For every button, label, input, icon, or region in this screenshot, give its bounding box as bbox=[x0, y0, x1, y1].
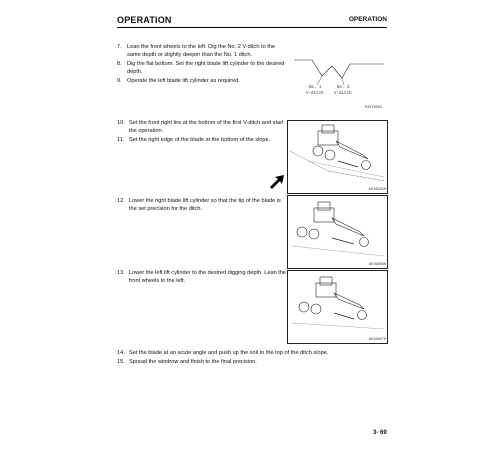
page-number: 3- 69 bbox=[373, 430, 387, 436]
step-line: Lower the left lift cylinder to the desired digging depth. Lean the bbox=[129, 270, 287, 276]
step-number: 9. bbox=[117, 78, 122, 84]
section-title: OPERATION bbox=[117, 15, 172, 25]
step-number: 13. bbox=[117, 270, 125, 276]
ditch-label-no1: No. 1 bbox=[309, 86, 322, 90]
arrow-icon bbox=[268, 173, 288, 189]
step-line: Dig the flat bottom. Set the right blade lift cylinder to the desired bbox=[127, 61, 285, 67]
step-line: the set precision for the ditch. bbox=[129, 206, 203, 212]
grader-illustration bbox=[288, 121, 387, 193]
step-number: 14. bbox=[117, 350, 125, 356]
step-number: 12. bbox=[117, 198, 125, 204]
step-line: Spread the windrow and finish to the final precision. bbox=[129, 359, 257, 365]
step-number: 10. bbox=[117, 120, 125, 126]
step-line: Operate the left blade lift cylinder as required. bbox=[127, 78, 240, 84]
step-line: Lower the right blade lift cylinder so that the tip of the blade is bbox=[129, 198, 281, 204]
figure-code: AE196070 bbox=[368, 338, 386, 342]
ditch-label-v2: V-ditch bbox=[334, 92, 352, 96]
ditch-profile-diagram bbox=[292, 48, 387, 112]
grader-illustration bbox=[288, 271, 387, 343]
leader-line-1 bbox=[317, 76, 322, 85]
figure-code: R45Y0562 bbox=[365, 106, 383, 110]
step-line: Set the right edge of the blade at the bottom of the slope. bbox=[129, 137, 271, 143]
leader-line-2 bbox=[342, 78, 344, 85]
step-line: depth. bbox=[127, 69, 143, 75]
step-number: 7. bbox=[117, 44, 122, 50]
step-line: Set the front right tire at the bottom of the first V-ditch and start bbox=[129, 120, 284, 126]
ditch-profile-line bbox=[294, 60, 384, 78]
ditch-label-no2: No. 2 bbox=[337, 86, 350, 90]
figure-grader-lean bbox=[287, 270, 388, 344]
step-line: Lean the front wheels to the left. Dig the No. 2 V-ditch to the bbox=[127, 44, 276, 50]
figure-code: AE196060 bbox=[368, 263, 386, 267]
figure-code: AE195050 bbox=[368, 188, 386, 192]
ditch-label-v1: V-ditch bbox=[306, 92, 324, 96]
step-number: 15. bbox=[117, 359, 125, 365]
grader-illustration bbox=[288, 196, 387, 268]
step-number: 11. bbox=[117, 137, 125, 143]
header-rule bbox=[117, 27, 387, 28]
step-line: Set the blade at an acute angle and push up the soil to the top of the ditch slope. bbox=[129, 350, 329, 356]
figure-grader-blade bbox=[287, 195, 388, 269]
step-line: front wheels to the left. bbox=[129, 278, 186, 284]
step-line: the operation. bbox=[129, 128, 164, 134]
step-number: 8. bbox=[117, 61, 122, 67]
step-line: same depth or slightly deeper than the No. 1 ditch. bbox=[127, 52, 253, 58]
figure-grader-ditch bbox=[287, 120, 388, 194]
section-title-right: OPERATION bbox=[348, 16, 387, 23]
